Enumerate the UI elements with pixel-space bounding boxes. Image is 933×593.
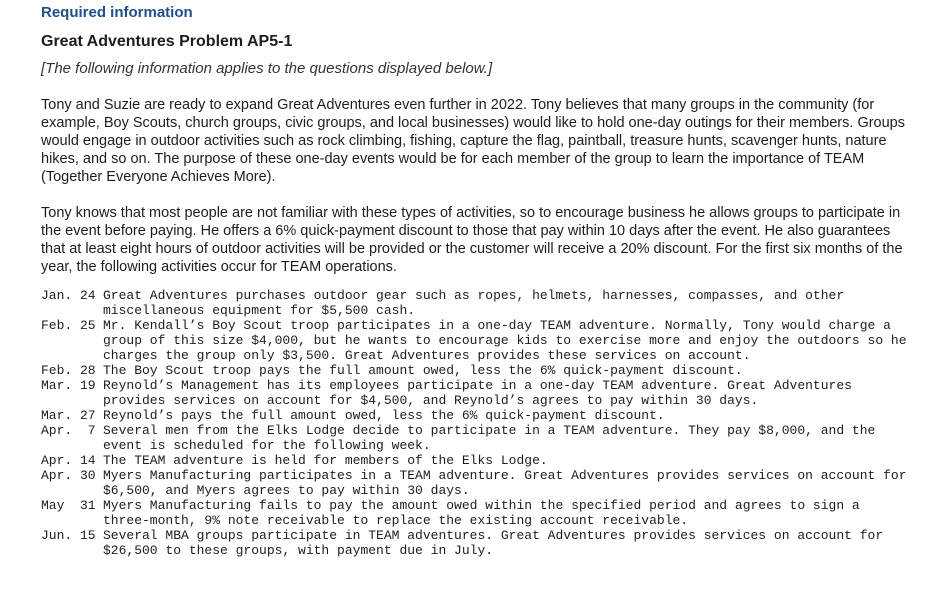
activity-entry <box>41 453 911 468</box>
entry-date: Feb. 25 <box>41 318 96 333</box>
entry-date: Mar. 19 <box>41 378 96 393</box>
entry-date: Apr. 7 <box>41 423 96 438</box>
entry-text: Several men from the Elks Lodge decide to participate in a TEAM adventure. They pay $8,000, and the event is scheduled for the following week. <box>103 423 876 453</box>
activity-entry <box>41 468 911 498</box>
applies-note: [The following information applies to the questions displayed below.] <box>41 60 493 77</box>
entry-text: Myers Manufacturing fails to pay the amount owed within the specified period and agrees to sign a three-month, 9% note receivable to replace the existing account receivable. <box>103 498 860 528</box>
activity-entry <box>41 528 911 558</box>
activity-entry <box>41 288 911 318</box>
entry-date: May 31 <box>41 498 96 513</box>
entry-date: Jan. 24 <box>41 288 96 303</box>
entry-text: Great Adventures purchases outdoor gear such as ropes, helmets, harnesses, compasses, and other miscellaneous equipment for $5,500 cash. <box>103 288 845 318</box>
activity-entry <box>41 318 911 363</box>
activity-entry <box>41 363 911 378</box>
activity-entry <box>41 423 911 453</box>
activity-entry <box>41 378 911 408</box>
entry-date: Jun. 15 <box>41 528 96 543</box>
intro-paragraph-1: Tony and Suzie are ready to expand Great Adventures even further in 2022. Tony believes that many groups in the community (for example, Boy Scouts, church groups, civic groups, and local businesses) would like to hold one-day outings for their members. Groups would engage in outdoor activities such as rock climbing, fishing, capture the flag, paintball, treasure hunts, scavenger hunts, nature hikes, and so on. The purpose of these one-day events would be for each member of the group to learn the importance of TEAM (Together Everyone Achieves More). <box>41 97 905 185</box>
entry-date: Feb. 28 <box>41 363 96 378</box>
problem-title: Great Adventures Problem AP5-1 <box>41 33 293 50</box>
entry-date: Apr. 30 <box>41 468 96 483</box>
entry-text: Reynold’s Management has its employees participate in a one-day TEAM adventure. Great Adventures provides services on account for $4,500, and Reynold’s agrees to pay within 30 days. <box>103 378 852 408</box>
required-information-label: Required information <box>41 4 193 21</box>
entry-date: Mar. 27 <box>41 408 96 423</box>
activity-list <box>41 288 911 558</box>
entry-text: Reynold’s pays the full amount owed, less the 6% quick-payment discount. <box>103 408 665 423</box>
entry-text: Mr. Kendall’s Boy Scout troop participates in a one-day TEAM adventure. Normally, Tony would charge a group of this size $4,000, but he wants to encourage kids to exercise more and enjoy the outdoors so he charges the group only $3,500. Great Adventures provides these services on account. <box>103 318 907 363</box>
problem-content <box>41 4 911 558</box>
activity-entry <box>41 408 911 423</box>
activity-entry <box>41 498 911 528</box>
entry-text: The Boy Scout troop pays the full amount owed, less the 6% quick-payment discount. <box>103 363 743 378</box>
entry-date: Apr. 14 <box>41 453 96 468</box>
entry-text: Myers Manufacturing participates in a TEAM adventure. Great Adventures provides services on account for $6,500, and Myers agrees to pay within 30 days. <box>103 468 907 498</box>
intro-paragraph-2: Tony knows that most people are not familiar with these types of activities, so to encourage business he allows groups to participate in the event before paying. He offers a 6% quick-payment discount to those that pay within 10 days after the event. He also guarantees that at least eight hours of outdoor activities will be provided or the customer will receive a 20% discount. For the first six months of the year, the following activities occur for TEAM operations. <box>41 205 903 275</box>
entry-text: Several MBA groups participate in TEAM adventures. Great Adventures provides services on account for $26,500 to these groups, with payment due in July. <box>103 528 884 558</box>
entry-text: The TEAM adventure is held for members of the Elks Lodge. <box>103 453 548 468</box>
